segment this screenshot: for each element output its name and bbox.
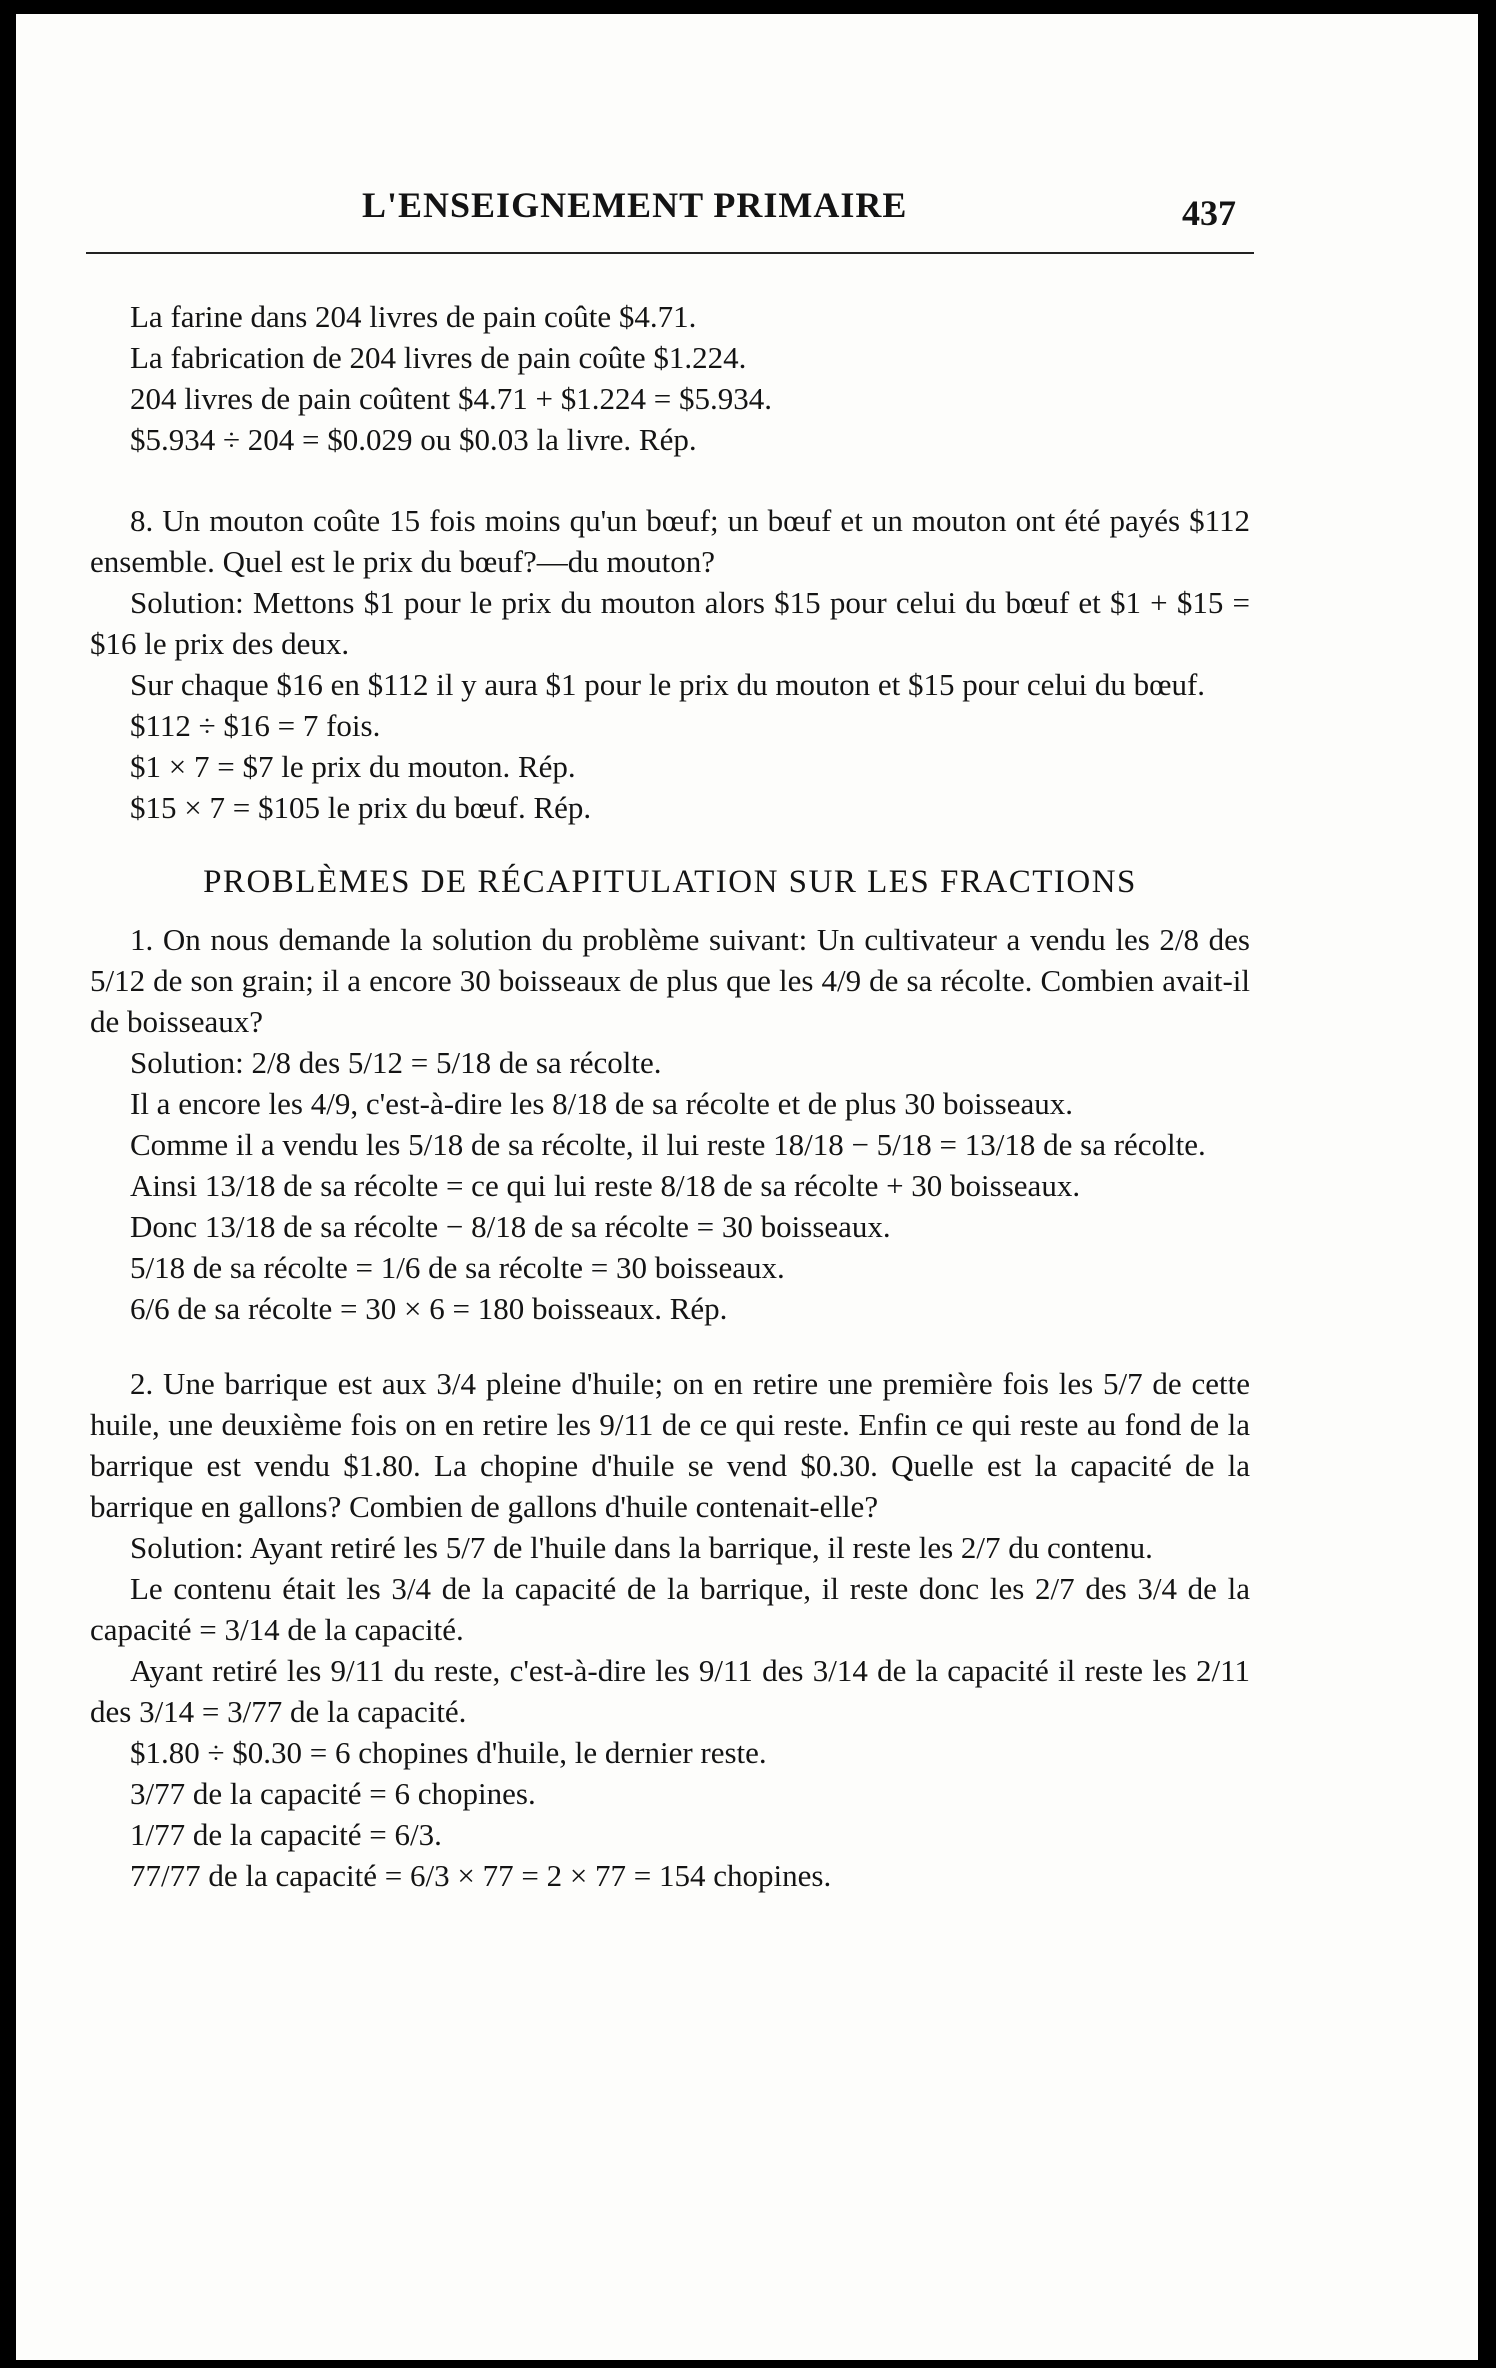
problem-1-paragraph: Comme il a vendu les 5/18 de sa récolte, il lui reste 18/18 − 5/18 = 13/18 de sa récolte. bbox=[130, 1127, 1206, 1162]
text-line: Solution: 2/8 des 5/12 = 5/18 de sa récolte. bbox=[130, 1045, 662, 1080]
text-line: $1.80 ÷ $0.30 = 6 chopines d'huile, le dernier reste. bbox=[130, 1735, 767, 1770]
page-number: 437 bbox=[1182, 193, 1236, 233]
problem-2-paragraph: Le contenu était les 3/4 de la capacité de la barrique, il reste donc les 2/7 des 3/4 de la capacité = 3/14 de la capacité. bbox=[90, 1571, 1250, 1647]
text-line: 1/77 de la capacité = 6/3. bbox=[130, 1817, 442, 1852]
problem-2-statement: 2. Une barrique est aux 3/4 pleine d'huile; on en retire une première fois les 5/7 de cette huile, une deuxième fois on en retire les 9/11 de ce qui reste. Enfin ce qui reste au fond de la barrique est vendu $1.80. La chopine d'huile se vend $0.30. Quelle est la capacité de la barrique en gallons? Combien de gallons d'huile contenait-elle? bbox=[90, 1366, 1250, 1524]
text-line: Il a encore les 4/9, c'est-à-dire les 8/18 de sa récolte et de plus 30 boisseaux. bbox=[130, 1086, 1074, 1121]
text-line: $1 × 7 = $7 le prix du mouton. Rép. bbox=[130, 749, 576, 784]
text-line: $15 × 7 = $105 le prix du bœuf. Rép. bbox=[130, 790, 592, 825]
running-title: L'ENSEIGNEMENT PRIMAIRE bbox=[362, 185, 908, 225]
problem-8-statement: 8. Un mouton coûte 15 fois moins qu'un bœuf; un bœuf et un mouton ont été payés $112 ensemble. Quel est le prix du bœuf?—du mouton? bbox=[90, 503, 1250, 579]
book-page bbox=[16, 14, 1478, 2360]
text-line: $112 ÷ $16 = 7 fois. bbox=[130, 708, 381, 743]
problem-1-statement: 1. On nous demande la solution du problème suivant: Un cultivateur a vendu les 2/8 des 5/12 de son grain; il a encore 30 boisseaux de plus que les 4/9 de sa récolte. Combien avait-il de boisseaux? bbox=[90, 922, 1250, 1039]
problem-8-solution: Solution: Mettons $1 pour le prix du mouton alors $15 pour celui du bœuf et $1 + $15 = $16 le prix des deux. bbox=[90, 585, 1250, 661]
text-line: 6/6 de sa récolte = 30 × 6 = 180 boisseaux. Rép. bbox=[130, 1291, 728, 1326]
header-rule bbox=[86, 252, 1254, 254]
text-line: 204 livres de pain coûtent $4.71 + $1.224 = $5.934. bbox=[130, 381, 772, 416]
text-line: 77/77 de la capacité = 6/3 × 77 = 2 × 77 = 154 chopines. bbox=[130, 1858, 832, 1893]
section-heading: PROBLÈMES DE RÉCAPITULATION SUR LES FRACTIONS bbox=[203, 864, 1137, 900]
problem-8-paragraph: Sur chaque $16 en $112 il y aura $1 pour le prix du mouton et $15 pour celui du bœuf. bbox=[130, 667, 1206, 702]
page-header bbox=[16, 172, 1478, 242]
page-body bbox=[90, 296, 1250, 1896]
problem-2-solution: Solution: Ayant retiré les 5/7 de l'huile dans la barrique, il reste les 2/7 du contenu. bbox=[130, 1530, 1153, 1565]
text-line: La farine dans 204 livres de pain coûte $4.71. bbox=[130, 299, 697, 334]
text-line: Donc 13/18 de sa récolte − 8/18 de sa récolte = 30 boisseaux. bbox=[130, 1209, 891, 1244]
problem-2-paragraph: Ayant retiré les 9/11 du reste, c'est-à-dire les 9/11 des 3/14 de la capacité il reste les 2/11 des 3/14 = 3/77 de la capacité. bbox=[90, 1653, 1250, 1729]
text-line: $5.934 ÷ 204 = $0.029 ou $0.03 la livre. Rép. bbox=[130, 422, 697, 457]
text-line: Ainsi 13/18 de sa récolte = ce qui lui reste 8/18 de sa récolte + 30 boisseaux. bbox=[130, 1168, 1081, 1203]
text-line: La fabrication de 204 livres de pain coûte $1.224. bbox=[130, 340, 747, 375]
text-line: 3/77 de la capacité = 6 chopines. bbox=[130, 1776, 536, 1811]
text-line: 5/18 de sa récolte = 1/6 de sa récolte = 30 boisseaux. bbox=[130, 1250, 785, 1285]
